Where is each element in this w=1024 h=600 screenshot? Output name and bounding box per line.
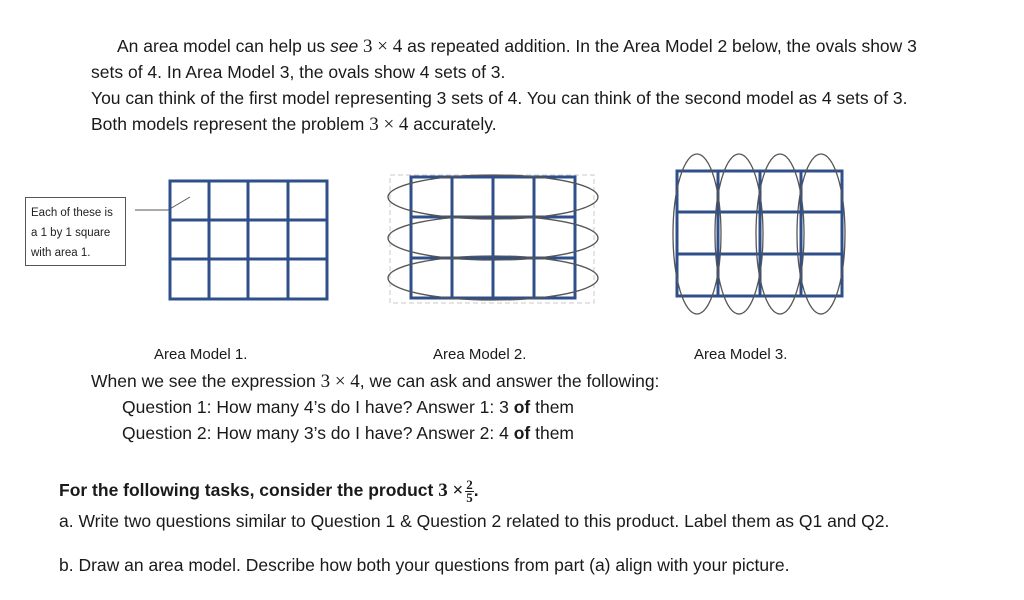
intro-math-4: 3 × 4	[369, 114, 409, 135]
intro-line-3: You can think of the first model representing 3 sets of 4. You can think of the second model as 4 sets of 3.	[91, 88, 908, 108]
expression-math: 3 × 4	[320, 371, 360, 392]
q1-bold: of	[513, 397, 531, 417]
intro-math: 3 × 4	[358, 36, 403, 57]
expression-text-b: , we can ask and answer the following:	[359, 371, 660, 391]
tasks-heading	[59, 477, 479, 504]
expression-lead	[91, 368, 659, 395]
intro-text: An area model can help us	[117, 36, 331, 56]
expression-text: When we see the expression	[91, 371, 321, 391]
area-model-2-grid	[411, 177, 575, 298]
q2-bold: of	[513, 423, 531, 443]
area-model-2-label: Area Model 2.	[433, 346, 527, 363]
intro-text-4b: accurately.	[408, 114, 497, 134]
task-a: a. Write two questions similar to Question 1 & Question 2 related to this product. Label them as Q1 and Q2.	[59, 511, 890, 531]
area-model-1-grid	[170, 181, 327, 299]
intro-see: see	[330, 36, 359, 56]
intro-text-4: Both models represent the problem	[91, 114, 370, 134]
tasks-period: .	[473, 480, 479, 500]
q2-text-b: them	[530, 423, 575, 443]
unit-square-callout: Each of these is a 1 by 1 square with area 1.	[25, 197, 126, 266]
q1-text: Question 1: How many 4’s do I have? Answer 1: 3	[122, 397, 514, 417]
area-model-3-label: Area Model 3.	[694, 346, 788, 363]
question-1	[122, 394, 574, 420]
oval-col-1	[673, 154, 721, 314]
fraction-numerator: 2	[466, 477, 473, 492]
intro-line-2: sets of 4. In Area Model 3, the ovals show 4 sets of 3.	[91, 62, 506, 82]
fraction-denominator: 5	[466, 490, 473, 505]
question-2	[122, 420, 574, 446]
fraction-two-fifths	[465, 479, 474, 504]
tasks-heading-text: For the following tasks, consider the product	[59, 480, 439, 500]
area-model-1-label: Area Model 1.	[154, 346, 248, 363]
task-b: b. Draw an area model. Describe how both your questions from part (a) align with your picture.	[59, 555, 790, 575]
q2-text: Question 2: How many 3’s do I have? Answer 2: 4	[122, 423, 514, 443]
q1-text-b: them	[530, 397, 575, 417]
tasks-product: 3 ×	[438, 480, 464, 501]
intro-text-2: as repeated addition. In the Area Model 2 below, the ovals show 3	[402, 36, 917, 56]
